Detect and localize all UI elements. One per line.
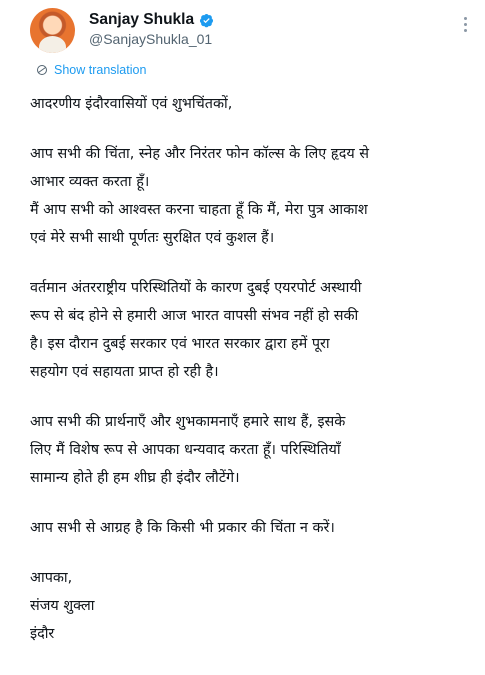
- greeting: [30, 90, 470, 118]
- paragraph-3: [30, 408, 470, 492]
- paragraph-line: आप सभी की चिंता, स्नेह और निरंतर फोन कॉल्स के लिए हृदय से: [30, 146, 370, 162]
- avatar[interactable]: [30, 8, 75, 53]
- author-name-row: [89, 10, 214, 30]
- paragraph-line: आप सभी की प्रार्थनाएँ और शुभकामनाएँ हमारे साथ हैं, इसके: [30, 414, 346, 430]
- paragraph-line: लिए मैं विशेष रूप से आपका धन्यवाद करता हूँ। परिस्थितियाँ: [30, 442, 341, 458]
- paragraph-line: आभार व्यक्त करता हूँ।: [30, 174, 150, 190]
- tweet-text: [30, 90, 470, 648]
- paragraph-2: [30, 274, 470, 386]
- author-handle[interactable]: @SanjayShukla_01: [89, 31, 213, 47]
- verified-badge-icon: [199, 13, 214, 28]
- paragraph-4: [30, 514, 470, 542]
- paragraph-line: सहयोग एवं सहायता प्राप्त हो रही है।: [30, 364, 219, 380]
- author-display-name[interactable]: Sanjay Shukla: [89, 11, 195, 28]
- paragraph-line: आप सभी से आग्रह है कि किसी भी प्रकार की चिंता न करें।: [30, 520, 335, 536]
- show-translation-label: Show translation: [54, 63, 147, 77]
- signoff: [30, 564, 470, 648]
- tweet-header: [30, 8, 470, 54]
- more-options-icon[interactable]: [460, 14, 470, 36]
- greeting-line: आदरणीय इंदौरवासियों एवं शुभचिंतकों,: [30, 96, 233, 112]
- signoff-name: संजय शुक्ला: [30, 598, 95, 614]
- show-translation-link[interactable]: [36, 63, 146, 77]
- paragraph-line: सामान्य होते ही हम शीघ्र ही इंदौर लौटेंगे।: [30, 470, 240, 486]
- avatar-figure: [39, 36, 66, 53]
- paragraph-line: है। इस दौरान दुबई सरकार एवं भारत सरकार द्वारा हमें पूरा: [30, 336, 330, 352]
- paragraph-line: मैं आप सभी को आश्वस्त करना चाहता हूँ कि मैं, मेरा पुत्र आकाश: [30, 202, 368, 218]
- signoff-city: इंदौर: [30, 626, 55, 642]
- signoff-line: आपका,: [30, 570, 73, 586]
- paragraph-line: वर्तमान अंतरराष्ट्रीय परिस्थितियों के कारण दुबई एयरपोर्ट अस्थायी: [30, 280, 362, 296]
- paragraph-line: रूप से बंद होने से हमारी आज भारत वापसी संभव नहीं हो सकी: [30, 308, 359, 324]
- globe-icon: [36, 64, 48, 76]
- paragraph-1: [30, 140, 470, 252]
- paragraph-line: एवं मेरे सभी साथी पूर्णतः सुरक्षित एवं कुशल हैं।: [30, 230, 275, 246]
